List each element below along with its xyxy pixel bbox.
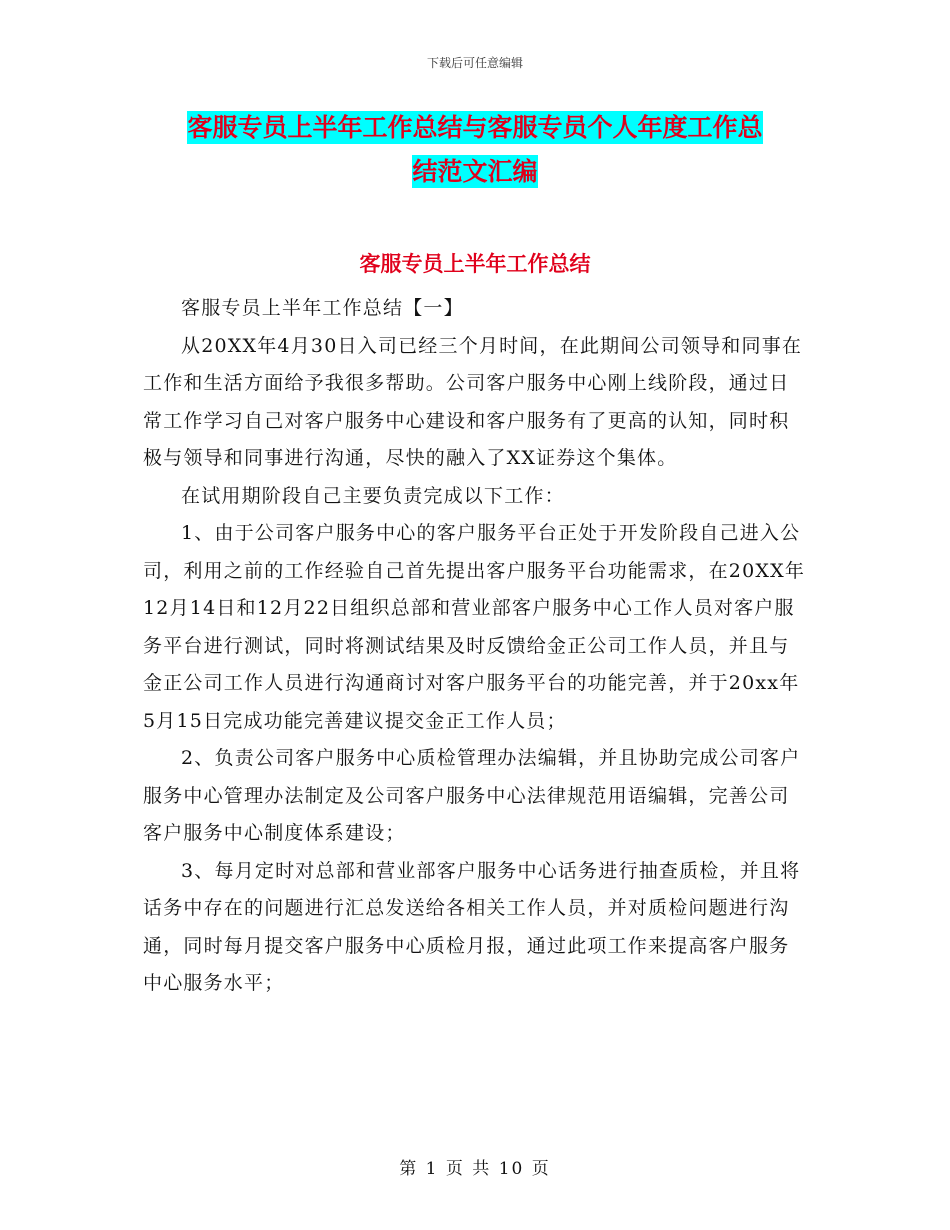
paragraph-item-1: 1、由于公司客户服务中心的客户服务平台正处于开发阶段自己进入公司，利用之前的工作经验自己首先提出客户服务平台功能需求，在20XX年12月14日和12月22日组织总部和营业部客户服务中心工作人员对客户服务平台进行测试，同时将测试结果及时反馈给金正公司工作人员，并且与金正公司工作人员进行沟通商讨对客户服务平台的功能完善，并于20xx年5月15日完成功能完善建议提交金正工作人员； bbox=[143, 522, 806, 732]
section-title: 客服专员上半年工作总结 bbox=[359, 252, 591, 276]
paragraph-subtitle: 客服专员上半年工作总结【一】 bbox=[181, 297, 464, 319]
document-body bbox=[143, 290, 809, 1003]
paragraph: 从20XX年4月30日入司已经三个月时间，在此期间公司领导和同事在工作和生活方面给予我很多帮助。公司客户服务中心刚上线阶段，通过日常工作学习自己对客户服务中心建设和客户服务有了更高的认知，同时积极与领导和同事进行沟通，尽快的融入了XX证券这个集体。 bbox=[143, 334, 803, 469]
paragraph: 在试用期阶段自己主要负责完成以下工作： bbox=[181, 484, 565, 507]
header-note: 下载后可任意编辑 bbox=[426, 56, 523, 70]
page-footer: 第 1 页 共 10 页 bbox=[399, 1159, 551, 1179]
document-title-line-2: 结范文汇编 bbox=[412, 157, 538, 186]
document-title bbox=[0, 106, 950, 194]
paragraph-item-3: 3、每月定时对总部和营业部客户服务中心话务进行抽查质检，并且将话务中存在的问题进行汇总发送给各相关工作人员，并对质检问题进行沟通，同时每月提交客户服务中心质检月报，通过此项工作来提高客户服务中心服务水平； bbox=[143, 859, 801, 994]
paragraph-item-2: 2、负责公司客户服务中心质检管理办法编辑，并且协助完成公司客户服务中心管理办法制定及公司客户服务中心法律规范用语编辑，完善公司客户服务中心制度体系建设； bbox=[143, 747, 801, 844]
document-title-line-1: 客服专员上半年工作总结与客服专员个人年度工作总 bbox=[187, 113, 763, 142]
